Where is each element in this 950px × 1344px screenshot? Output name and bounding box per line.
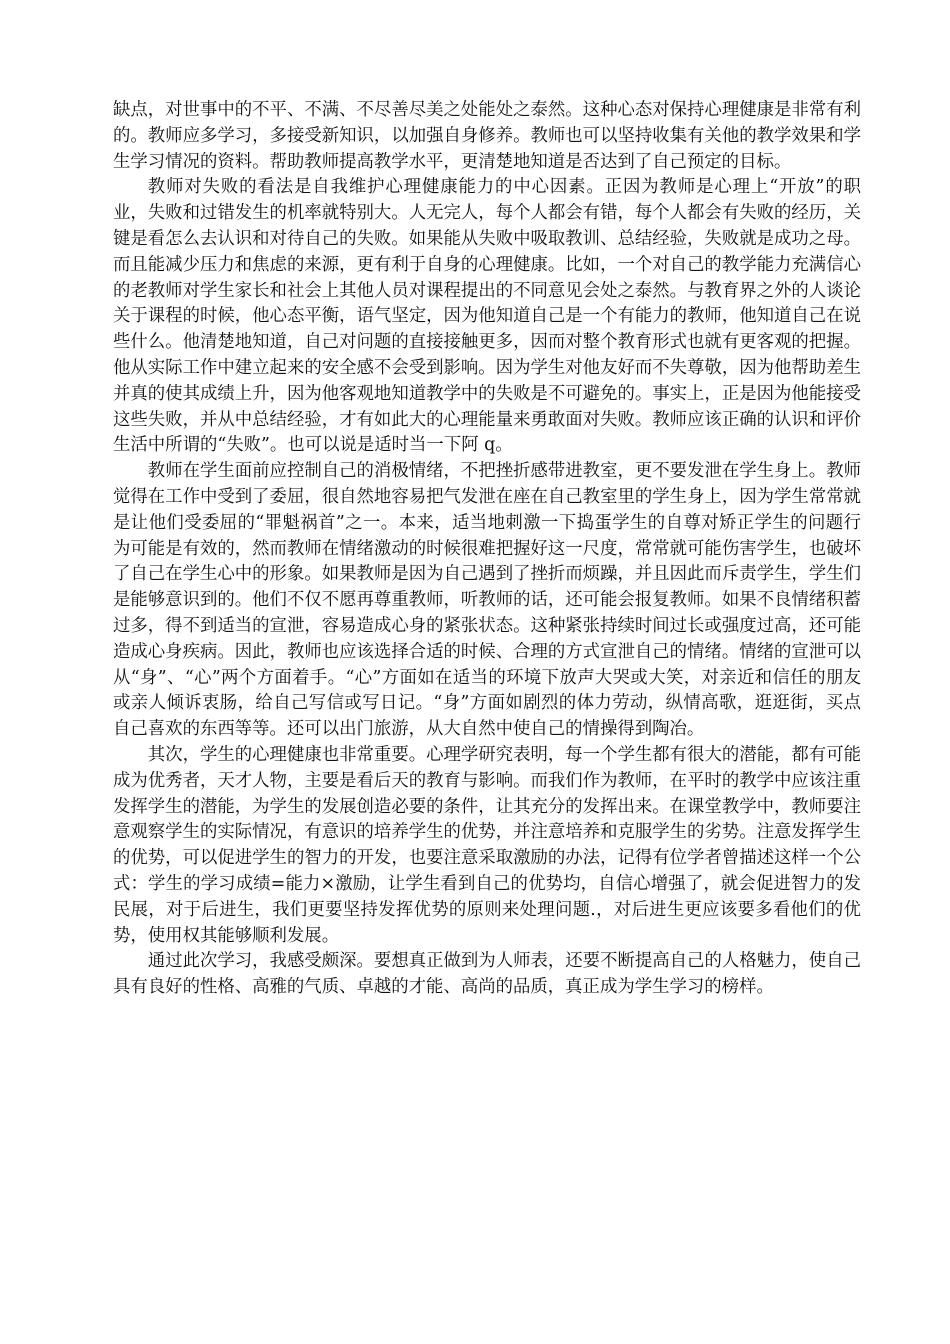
- paragraph: 其次，学生的心理健康也非常重要。心理学研究表明，每一个学生都有很大的潜能，都有可能成为优秀者，天才人物，主要是看后天的教育与影响。而我们作为教师，在平时的教学中应该注重发挥学生的潜能，为学生的发展创造必要的条件，让其充分的发挥出来。在课堂教学中，教师要注意观察学生的实际情况，有意识的培养学生的优势，并注意培养和克服学生的劣势。注意发挥学生的优势，可以促进学生的智力的开发，也要注意采取激励的办法，记得有位学者曾描述这样一个公式：学生的学习成绩=能力×激励，让学生看到自己的优势均，自信心增强了，就会促进智力的发民展，对于后进生，我们更要坚持发挥优势的原则来处理问题.，对后进生更应该要多看他们的优势，使用权其能够顺利发展。: [113, 744, 861, 946]
- document-page: [113, 98, 861, 1001]
- paragraph: 通过此次学习，我感受颇深。要想真正做到为人师表，还要不断提高自己的人格魅力，使自己具有良好的性格、高雅的气质、卓越的才能、高尚的品质，真正成为学生学习的榜样。: [113, 951, 861, 998]
- paragraph: 教师在学生面前应控制自己的消极情绪，不把挫折感带进教室，更不要发泄在学生身上。教师觉得在工作中受到了委屈，很自然地容易把气发泄在座在自己教室里的学生身上，因为学生常常就是让他们受委屈的“罪魁祸首”之一。本来，适当地刺激一下捣蛋学生的自尊对矫正学生的问题行为可能是有效的，然而教师在情绪激动的时候很难把握好这一尺度，常常就可能伤害学生，也破坏了自己在学生心中的形象。如果教师是因为自己遇到了挫折而烦躁，并且因此而斥责学生，学生们是能够意识到的。他们不仅不愿再尊重教师，听教师的话，还可能会报复教师。如果不良情绪积蓄过多，得不到适当的宣泄，容易造成心身的紧张状态。这种紧张持续时间过长或强度过高，还可能造成心身疾病。因此，教师也应该选择合适的时候、合理的方式宣泄自己的情绪。情绪的宣泄可以从“身”、“心”两个方面着手。“心”方面如在适当的环境下放声大哭或大笑，对亲近和信任的朋友或亲人倾诉衷肠，给自己写信或写日记。“身”方面如剧烈的体力劳动，纵情高歌，逛逛街，买点自己喜欢的东西等等。还可以出门旅游，从大自然中使自己的情操得到陶冶。: [113, 461, 861, 740]
- paragraph: 缺点，对世事中的不平、不满、不尽善尽美之处能处之泰然。这种心态对保持心理健康是非常有利的。教师应多学习，多接受新知识，以加强自身修养。教师也可以坚持收集有关他的教学效果和学生学习情况的资料。帮助教师提高教学水平，更清楚地知道是否达到了自己预定的目标。: [113, 100, 861, 172]
- paragraph: 教师对失败的看法是自我维护心理健康能力的中心因素。正因为教师是心理上“开放”的职业，失败和过错发生的机率就特别大。人无完人，每个人都会有错，每个人都会有失败的经历，关键是看怎么去认识和对待自己的失败。如果能从失败中吸取教训、总结经验，失败就是成功之母。而且能减少压力和焦虑的来源，更有利于自身的心理健康。比如，一个对自己的教学能力充满信心的老教师对学生家长和社会上其他人员对课程提出的不同意见会处之泰然。与教育界之外的人谈论关于课程的时候，他心态平衡，语气坚定，因为他知道自己是一个有能力的教师，他知道自己在说些什么。他清楚地知道，自己对问题的直接接触更多，因而对整个教育形式也就有更客观的把握。他从实际工作中建立起来的安全感不会受到影响。因为学生对他友好而不失尊敬，因为他帮助差生并真的使其成绩上升，因为他客观地知道教学中的失败是不可避免的。事实上，正是因为他能接受这些失败，并从中总结经验，才有如此大的心理能量来勇敢面对失败。教师应该正确的认识和评价生活中所谓的“失败”。也可以说是适时当一下阿 q。: [113, 177, 861, 456]
